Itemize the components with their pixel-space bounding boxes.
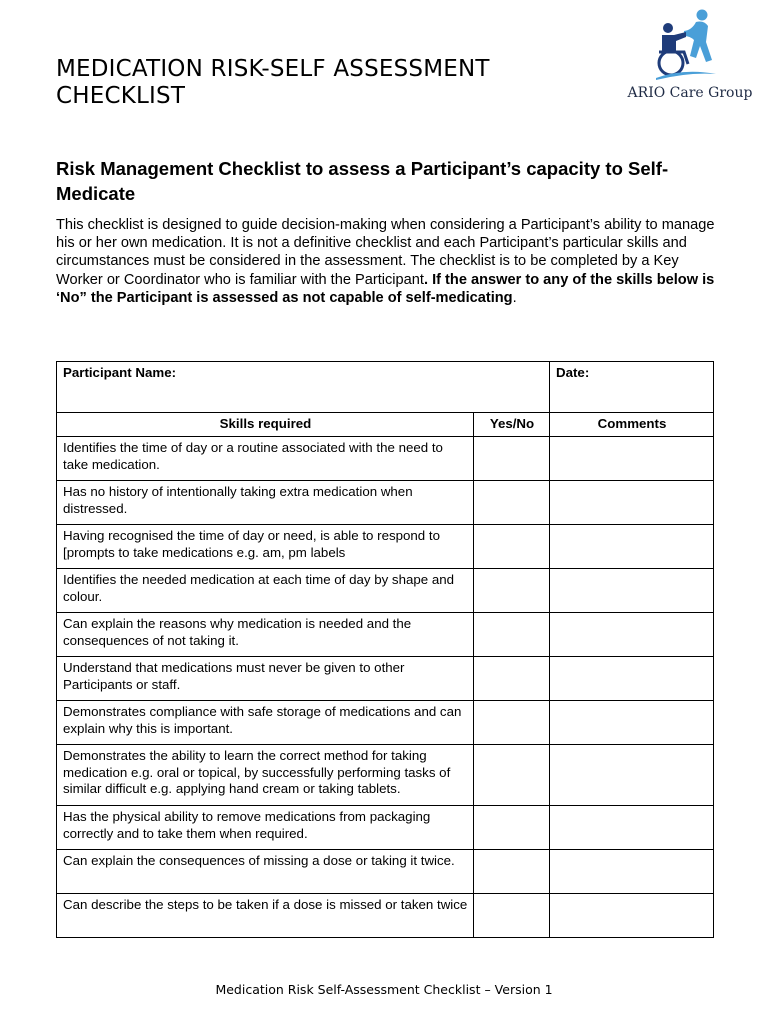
intro-bold-text: . If the answer to any of the skills below is ‘No” the Participant is assessed as not capable of self-medicating xyxy=(56,271,715,306)
yes-no-cell[interactable] xyxy=(474,806,550,850)
yes-no-cell[interactable] xyxy=(474,481,550,525)
yes-no-cell[interactable] xyxy=(474,613,550,657)
table-row xyxy=(57,701,714,745)
skill-cell: Has the physical ability to remove medications from packaging correctly and to take them when required. xyxy=(57,806,474,850)
table-row xyxy=(57,894,714,938)
yes-no-cell[interactable] xyxy=(474,657,550,701)
skill-cell: Can explain the reasons why medication is needed and the consequences of not taking it. xyxy=(57,613,474,657)
yes-no-cell[interactable] xyxy=(474,745,550,806)
table-row xyxy=(57,745,714,806)
skill-cell: Having recognised the time of day or need, is able to respond to [prompts to take medications e.g. am, pm labels xyxy=(57,525,474,569)
date-field[interactable] xyxy=(550,362,714,413)
table-row xyxy=(57,569,714,613)
table-row xyxy=(57,806,714,850)
yes-no-cell[interactable] xyxy=(474,701,550,745)
comment-cell[interactable] xyxy=(550,437,714,481)
skill-cell: Understand that medications must never be given to other Participants or staff. xyxy=(57,657,474,701)
comment-cell[interactable] xyxy=(550,894,714,938)
table-row xyxy=(57,525,714,569)
org-name: ARIO Care Group xyxy=(627,85,753,101)
table-row xyxy=(57,657,714,701)
date-label: Date: xyxy=(556,365,590,380)
comment-cell[interactable] xyxy=(550,745,714,806)
comment-cell[interactable] xyxy=(550,657,714,701)
skill-cell: Identifies the needed medication at each time of day by shape and colour. xyxy=(57,569,474,613)
comment-cell[interactable] xyxy=(550,850,714,894)
wheelchair-care-icon xyxy=(654,8,720,82)
yes-no-cell[interactable] xyxy=(474,569,550,613)
participant-row xyxy=(57,362,714,413)
comment-cell[interactable] xyxy=(550,806,714,850)
skill-cell: Can explain the consequences of missing a dose or taking it twice. xyxy=(57,850,474,894)
org-logo xyxy=(620,8,755,103)
checklist-subtitle: Risk Management Checklist to assess a Participant’s capacity to Self-Medicate xyxy=(56,158,669,204)
page-title: MEDICATION RISK-SELF ASSESSMENT CHECKLIST xyxy=(56,56,490,109)
yes-no-cell[interactable] xyxy=(474,850,550,894)
table-row xyxy=(57,481,714,525)
yes-no-header: Yes/No xyxy=(474,413,550,437)
skill-cell: Demonstrates compliance with safe storage of medications and can explain why this is important. xyxy=(57,701,474,745)
table-row xyxy=(57,613,714,657)
table-header-row xyxy=(57,413,714,437)
checklist-table xyxy=(56,361,714,938)
page-footer: Medication Risk Self-Assessment Checklist – Version 1 xyxy=(215,982,553,997)
intro-text: This checklist is designed to guide decision-making when considering a Participant’s ability to manage his or her own medication. It is not a definitive checklist and each Participant’s particular skills and circumstances must be considered in the assessment. The checklist is to be completed by a Key Worker or Coordinator who is familiar with the Participant xyxy=(56,217,715,288)
skill-cell: Demonstrates the ability to learn the correct method for taking medication e.g. oral or topical, by successfully performing tasks of similar difficult e.g. applying hand cream or taking tablets. xyxy=(57,745,474,806)
skill-cell: Has no history of intentionally taking extra medication when distressed. xyxy=(57,481,474,525)
comment-cell[interactable] xyxy=(550,481,714,525)
comment-cell[interactable] xyxy=(550,569,714,613)
skills-header: Skills required xyxy=(57,413,474,437)
comment-cell[interactable] xyxy=(550,613,714,657)
yes-no-cell[interactable] xyxy=(474,525,550,569)
skill-cell: Identifies the time of day or a routine associated with the need to take medication. xyxy=(57,437,474,481)
yes-no-cell[interactable] xyxy=(474,437,550,481)
yes-no-cell[interactable] xyxy=(474,894,550,938)
table-row xyxy=(57,437,714,481)
comment-cell[interactable] xyxy=(550,701,714,745)
intro-paragraph xyxy=(56,216,720,307)
participant-name-field[interactable] xyxy=(57,362,550,413)
intro-end: . xyxy=(512,289,517,306)
comments-header: Comments xyxy=(550,413,714,437)
comment-cell[interactable] xyxy=(550,525,714,569)
table-row xyxy=(57,850,714,894)
skill-cell: Can describe the steps to be taken if a dose is missed or taken twice xyxy=(57,894,474,938)
participant-name-label: Participant Name: xyxy=(63,365,177,380)
